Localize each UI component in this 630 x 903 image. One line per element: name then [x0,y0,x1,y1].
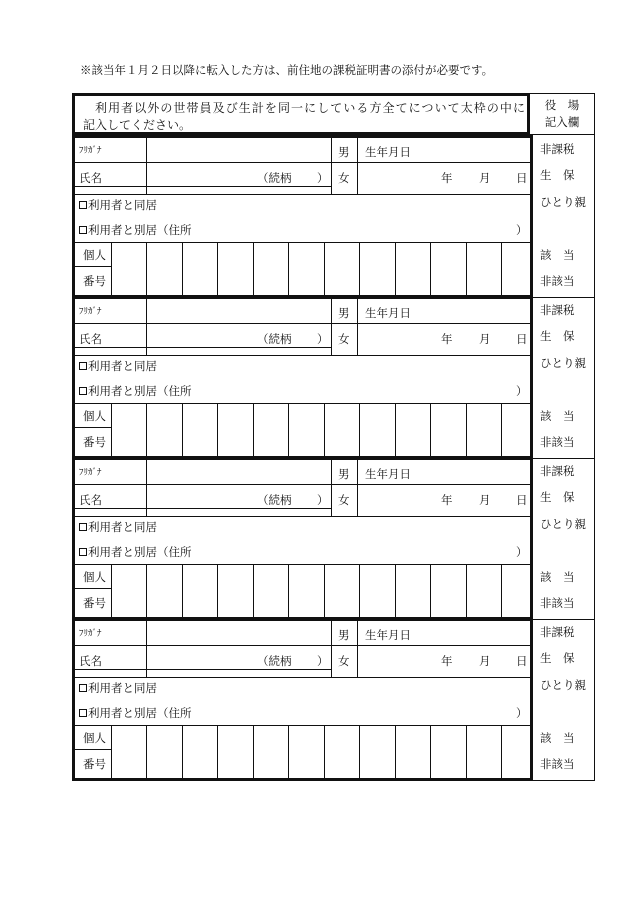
tax-exempt-label: 非課税 [540,142,575,156]
personal-number-input[interactable] [112,565,530,617]
year-label: 年 [441,171,453,185]
year-label: 年 [441,493,453,507]
address-input[interactable] [208,703,513,723]
member-block-4 [72,618,533,781]
relation-label: （続柄 [257,332,292,346]
not-applicable-label: 非該当 [540,274,575,288]
personal-id-label-1: 個人 [83,570,106,584]
day-label: 日 [516,332,528,346]
month-label: 月 [479,332,491,346]
personal-number-input[interactable] [112,404,530,456]
personal-number-input[interactable] [112,726,530,778]
member-block-3 [72,457,533,620]
member-block-1 [72,135,533,298]
not-applicable-label: 非該当 [540,757,575,771]
applicable-label: 該 当 [540,570,575,584]
cohabit-label: 利用者と同居 [88,520,157,534]
single-parent-label: ひとり親 [540,678,586,692]
separate-label: 利用者と別居（住所 [88,223,192,237]
office-use-column-4 [533,618,595,781]
relation-input[interactable] [289,163,315,185]
furigana-label: ﾌﾘｶﾞﾅ [79,468,102,478]
birth-year-input[interactable] [359,485,439,507]
separate-checkbox[interactable] [79,226,87,234]
address-input[interactable] [208,542,513,562]
birthdate-label: 生年月日 [365,467,411,481]
furigana-input[interactable] [147,139,330,161]
month-label: 月 [479,171,491,185]
welfare-label: 生 保 [540,168,575,182]
name-label: 氏名 [79,493,102,507]
relation-close: ） [317,654,329,668]
instruction-box [72,93,530,135]
birthdate-label: 生年月日 [365,145,411,159]
office-use-column-1 [533,135,595,298]
notice-text: ※該当年１月２日以降に転入した方は、前住地の課税証明書の添付が必要です。 [80,63,494,77]
separate-label: 利用者と別居（住所 [88,545,192,559]
month-label: 月 [479,493,491,507]
name-input[interactable] [147,163,257,185]
month-label: 月 [479,654,491,668]
male-option[interactable]: 男 [338,628,350,642]
relation-close: ） [317,493,329,507]
birth-day-input[interactable] [493,485,515,507]
single-parent-label: ひとり親 [540,356,586,370]
cohabit-checkbox[interactable] [79,362,87,370]
birth-year-input[interactable] [359,324,439,346]
relation-label: （続柄 [257,171,292,185]
relation-input[interactable] [289,646,315,668]
personal-id-label-2: 番号 [83,274,106,288]
female-option[interactable]: 女 [338,493,350,507]
cohabit-checkbox[interactable] [79,201,87,209]
separate-checkbox[interactable] [79,387,87,395]
day-label: 日 [516,171,528,185]
day-label: 日 [516,654,528,668]
name-input[interactable] [147,485,257,507]
birth-day-input[interactable] [493,163,515,185]
welfare-label: 生 保 [540,651,575,665]
furigana-label: ﾌﾘｶﾞﾅ [79,146,102,156]
tax-exempt-label: 非課税 [540,303,575,317]
birth-day-input[interactable] [493,324,515,346]
name-label: 氏名 [79,332,102,346]
birth-month-input[interactable] [455,324,479,346]
separate-checkbox[interactable] [79,709,87,717]
relation-label: （続柄 [257,493,292,507]
cohabit-checkbox[interactable] [79,523,87,531]
single-parent-label: ひとり親 [540,517,586,531]
birth-month-input[interactable] [455,163,479,185]
not-applicable-label: 非該当 [540,596,575,610]
office-use-header: 役 場 記入欄 [530,93,595,135]
year-label: 年 [441,654,453,668]
cohabit-checkbox[interactable] [79,684,87,692]
year-label: 年 [441,332,453,346]
male-option[interactable]: 男 [338,467,350,481]
applicable-label: 該 当 [540,248,575,262]
separate-checkbox[interactable] [79,548,87,556]
personal-id-label-2: 番号 [83,757,106,771]
furigana-input[interactable] [147,300,330,322]
furigana-label: ﾌﾘｶﾞﾅ [79,629,102,639]
welfare-label: 生 保 [540,329,575,343]
cohabit-label: 利用者と同居 [88,359,157,373]
birth-year-input[interactable] [359,163,439,185]
personal-id-label-1: 個人 [83,731,106,745]
relation-input[interactable] [289,485,315,507]
relation-close: ） [317,171,329,185]
birth-day-input[interactable] [493,646,515,668]
address-input[interactable] [208,381,513,401]
separate-close: ） [516,706,528,720]
member-block-2 [72,296,533,459]
separate-close: ） [516,223,528,237]
address-input[interactable] [208,220,513,240]
office-use-column-2 [533,296,595,459]
relation-close: ） [317,332,329,346]
personal-id-label-2: 番号 [83,435,106,449]
name-label: 氏名 [79,171,102,185]
personal-id-label-2: 番号 [83,596,106,610]
applicable-label: 該 当 [540,731,575,745]
female-option[interactable]: 女 [338,654,350,668]
tax-exempt-label: 非課税 [540,464,575,478]
male-option[interactable]: 男 [338,306,350,320]
furigana-input[interactable] [147,461,330,483]
single-parent-label: ひとり親 [540,195,586,209]
name-label: 氏名 [79,654,102,668]
separate-close: ） [516,545,528,559]
office-use-column-3 [533,457,595,620]
birthdate-label: 生年月日 [365,306,411,320]
tax-exempt-label: 非課税 [540,625,575,639]
male-option[interactable]: 男 [338,145,350,159]
furigana-input[interactable] [147,622,330,644]
instruction-text: 利用者以外の世帯員及び生計を同一にしている方全てについて太枠の中に 記入してください。 [83,101,525,132]
furigana-label: ﾌﾘｶﾞﾅ [79,307,102,317]
personal-id-label-1: 個人 [83,409,106,423]
relation-label: （続柄 [257,654,292,668]
cohabit-label: 利用者と同居 [88,198,157,212]
separate-label: 利用者と別居（住所 [88,384,192,398]
birthdate-label: 生年月日 [365,628,411,642]
personal-number-input[interactable] [112,243,530,295]
day-label: 日 [516,493,528,507]
personal-id-label-1: 個人 [83,248,106,262]
birth-month-input[interactable] [455,646,479,668]
separate-label: 利用者と別居（住所 [88,706,192,720]
birth-year-input[interactable] [359,646,439,668]
separate-close: ） [516,384,528,398]
cohabit-label: 利用者と同居 [88,681,157,695]
female-option[interactable]: 女 [338,171,350,185]
not-applicable-label: 非該当 [540,435,575,449]
applicable-label: 該 当 [540,409,575,423]
birth-month-input[interactable] [455,485,479,507]
name-input[interactable] [147,646,257,668]
relation-input[interactable] [289,324,315,346]
name-input[interactable] [147,324,257,346]
female-option[interactable]: 女 [338,332,350,346]
welfare-label: 生 保 [540,490,575,504]
